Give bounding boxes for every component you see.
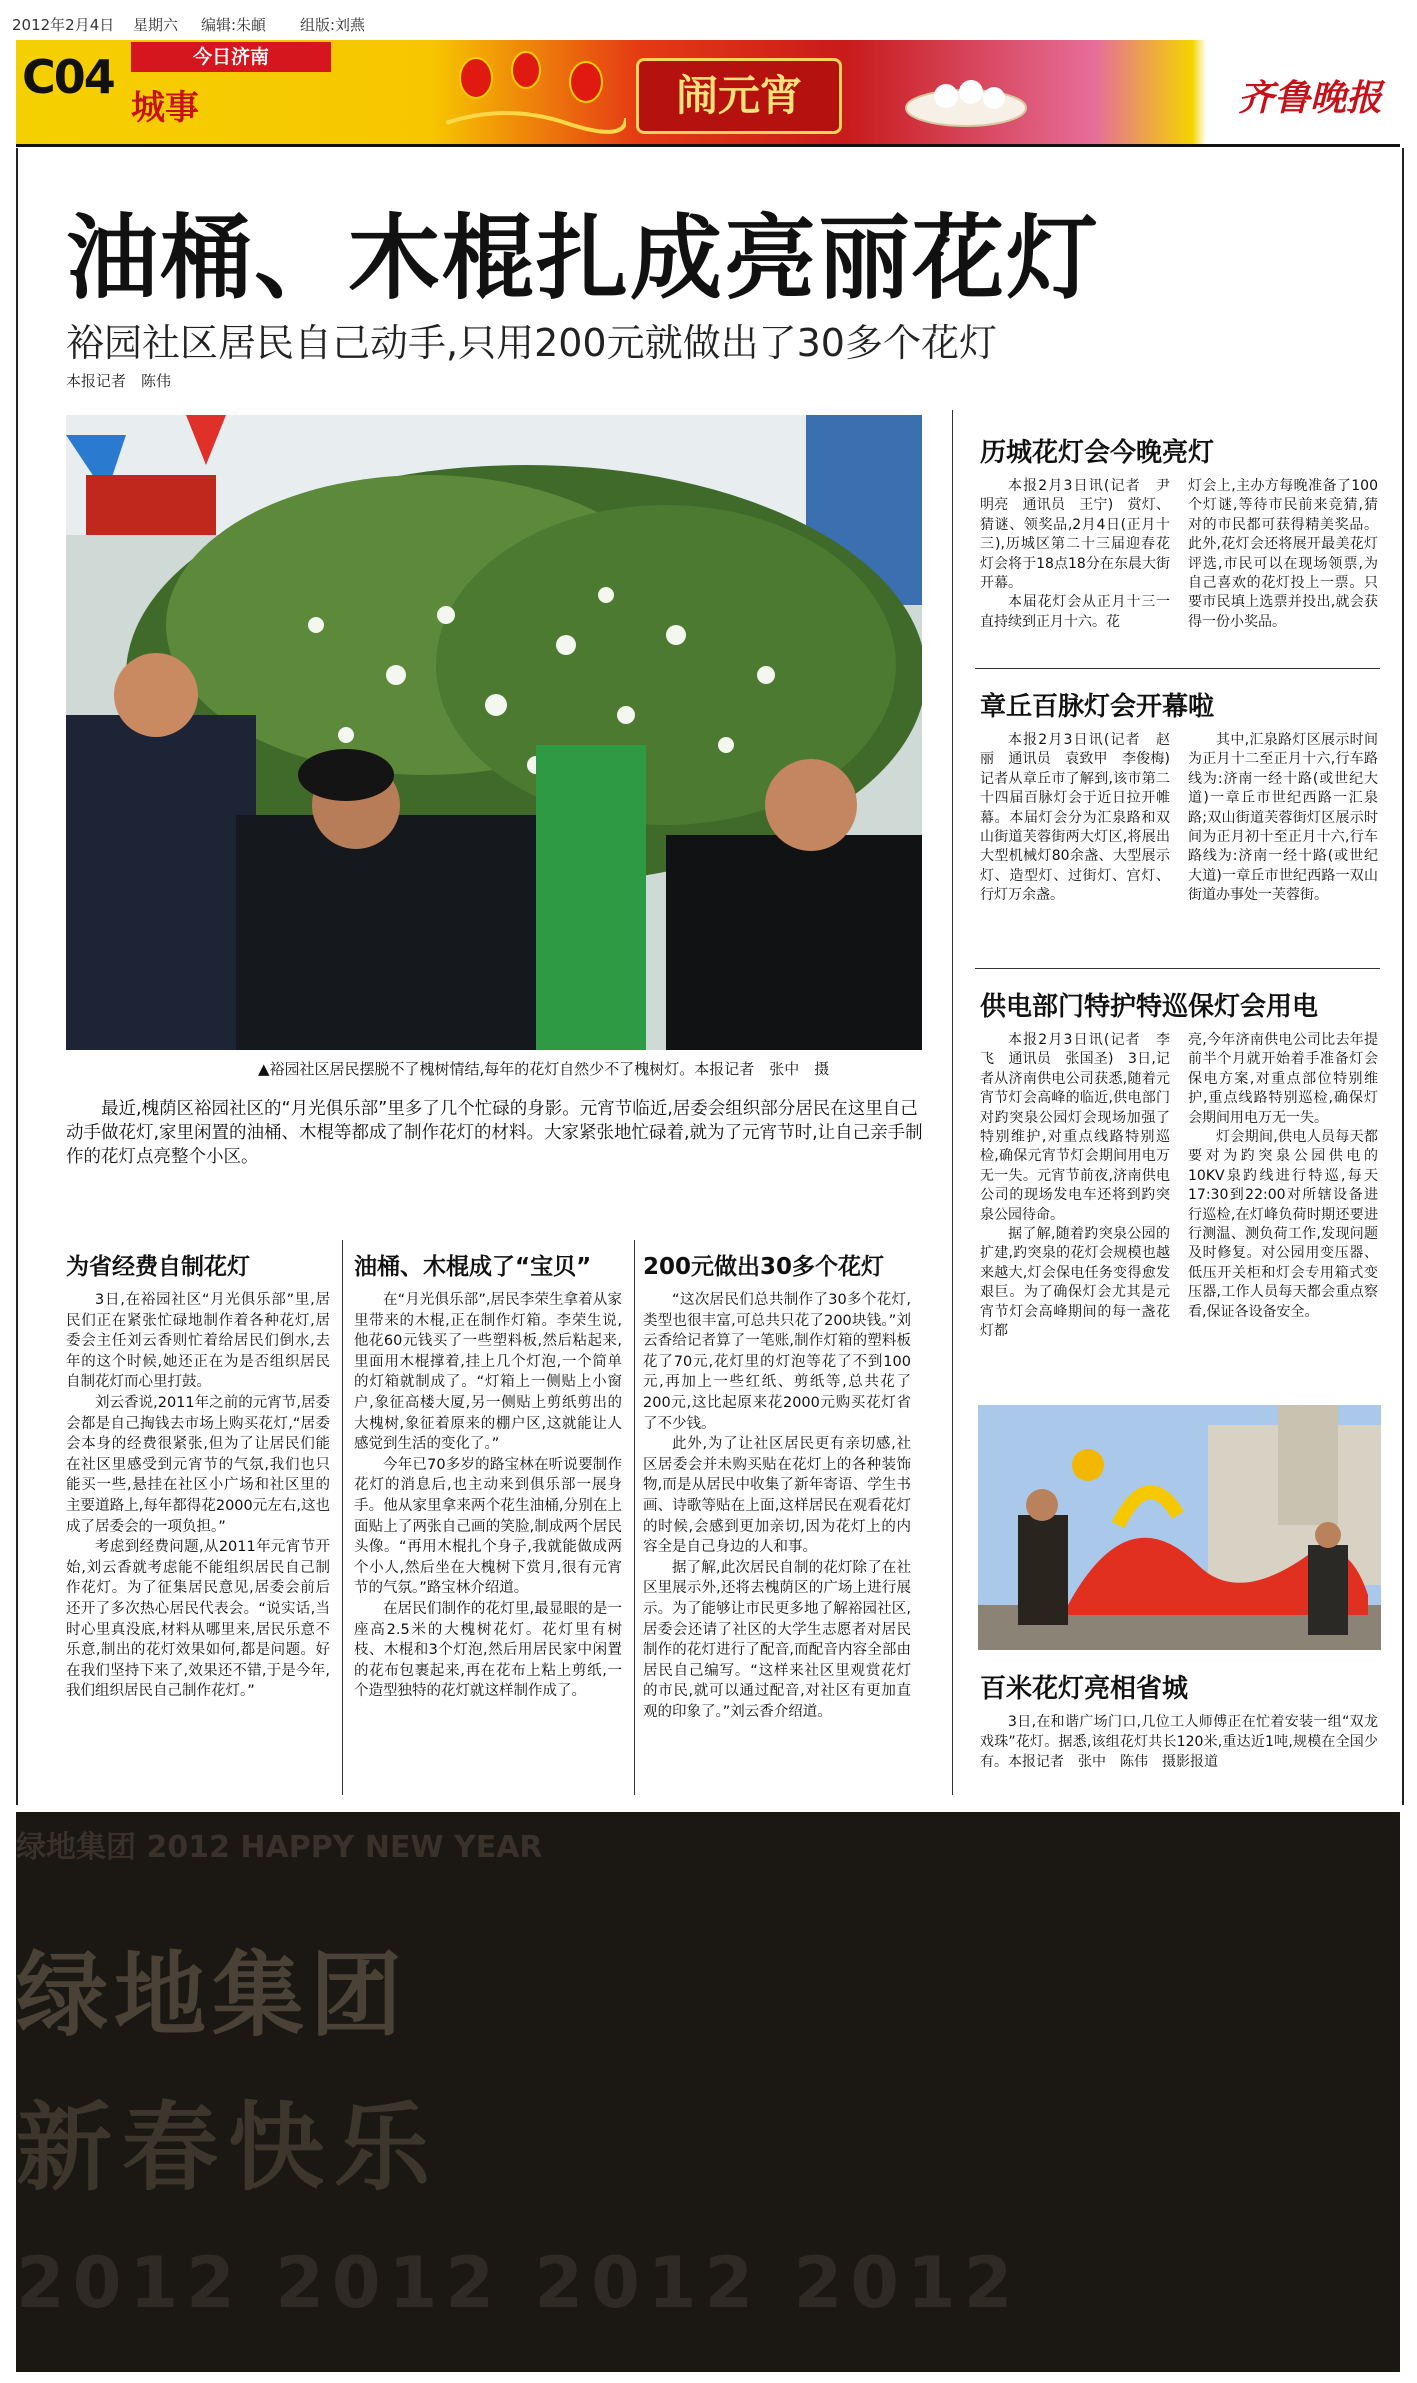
photo-caption: ▲裕园社区居民摆脱不了槐树情结,每年的花灯自然少不了槐树灯。本报记者 张中 摄 xyxy=(258,1060,830,1078)
brief-3-body-right xyxy=(1188,1031,1378,1322)
subheadline: 裕园社区居民自己动手,只用200元就做出了30多个花灯 xyxy=(66,321,997,365)
ad-row-3: 新春快乐 xyxy=(16,2092,440,2204)
brief-2-body-left xyxy=(980,731,1184,906)
brief-paragraph: 本报2月3日讯(记者 李飞 通讯员 张国圣) 3日,记者从济南供电公司获悉,随着元宵节灯会高峰的临近,供电部门对趵突泉公园灯会现场加强了特别维护,对重点线路特别巡检,确保元宵节灯会期间用电万无一失。元宵节前夜,济南供电公司的现场发电车还将到趵突泉公园待命。 xyxy=(980,1032,1170,1223)
column-3-paragraph: 据了解,此次居民自制的花灯除了在社区里展示外,还将去槐荫区的广场上进行展示。为了能够让市民更多地了解裕园社区,居委会还请了社区的大学生志愿者对居民制作的花灯进行了配音,而配音内容全部由居民自己编写。“这样来社区里观赏花灯的市民,就可以通过配音,对社区有更加直观的印象了。”刘云香介绍道。 xyxy=(643,1559,911,1720)
masthead xyxy=(0,0,1417,40)
lantern-tree-photo-icon xyxy=(66,415,922,1050)
column-1-paragraph: 3日,在裕园社区“月光俱乐部”里,居民们正在紧张忙碌地制作着各种花灯,居委会主任刘云香则忙着给居民们倒水,去年的这个时候,她还正在为是否组织居民自制花灯而心里打鼓。 xyxy=(66,1292,330,1391)
brief-3-title: 供电部门特护特巡保灯会用电 xyxy=(980,992,1319,1022)
column-2-paragraph: 今年已70多岁的路宝林在听说要制作花灯的消息后,也主动来到俱乐部一展身手。他从家里拿来两个花生油桶,分别在上面贴上了两张自己画的笑脸,制成两个居民头像。“再用木棍扎个身子,我就能做成两个小人,然后坐在大槐树下赏月,很有元宵节的气氛。”路宝林介绍道。 xyxy=(354,1456,622,1597)
column-3-paragraph: “这次居民们总共制作了30多个花灯,类型也很丰富,可总共只花了200块钱。”刘云香给记者算了一笔账,制作灯箱的塑料板花了70元,花灯里的灯泡等花了不到100元,再加上一些红纸、剪纸等,总共花了200元,这比起原来花2000元购买花灯省了不少钱。 xyxy=(643,1292,911,1432)
brief-paragraph: 本报2月3日讯(记者 赵丽 通讯员 袁致甲 李俊梅) 记者从章丘市了解到,该市第二十四届百脉灯会于近日拉开帷幕。本届灯会分为汇泉路和双山街道芙蓉街两大灯区,将展出大型机械灯80余盏、大型展示灯、造型灯、过街灯、宫灯、行灯万余盏。 xyxy=(980,732,1184,904)
brief-2-body-right xyxy=(1188,731,1378,906)
section-name: 城事 xyxy=(131,88,199,128)
masthead-date: 2012年2月4日 xyxy=(12,16,115,34)
column-3-title: 200元做出30多个花灯 xyxy=(643,1254,885,1280)
column-divider xyxy=(342,1240,343,1795)
column-divider xyxy=(634,1240,635,1795)
brief-4-title: 百米花灯亮相省城 xyxy=(980,1674,1189,1704)
dragon-lantern-photo xyxy=(978,1405,1381,1650)
column-2-paragraph: 在居民们制作的花灯里,最显眼的是一座高2.5米的大槐树花灯。花灯里有树枝、木棍和3个灯泡,然后用居民家中闲置的花布包裹起来,再在花布上粘上剪纸,一个造型独特的花灯就这样制作成了。 xyxy=(354,1600,622,1700)
brief-paragraph: 据了解,随着趵突泉公园的扩建,趵突泉的花灯会规模也越来越大,灯会保电任务变得愈发艰巨。为了确保灯会尤其是元宵节灯会高峰期间的每一盏花灯都 xyxy=(980,1226,1170,1340)
byline: 本报记者 陈伟 xyxy=(66,372,172,390)
brief-paragraph: 灯会期间,供电人员每天都要对为趵突泉公园供电的10KV泉趵线进行特巡,每天17:30到22:00对所辖设备进行巡检,在灯峰负荷时期还要进行测温、测负荷工作,发现问题及时修复。对公园用变压器、低压开关柜和灯会专用箱式变压器,工作人员每天都会重点察看,保证各设备安全。 xyxy=(1188,1129,1378,1320)
column-1-paragraph: 考虑到经费问题,从2011年元宵节开始,刘云香就考虑能不能组织居民自己制作花灯。为了征集居民意见,居委会前后还开了多次热心居民代表会。“说实话,当时心里真没底,材料从哪里来,居民乐意不乐意,制出的花灯效果如何,都是问题。好在我们坚持下来了,效果还不错,于是今年,我们组织居民自己制作花灯。” xyxy=(66,1539,330,1700)
brief-paragraph: 灯会上,主办方每晚准备了100个灯谜,等待市民前来竞猜,猜对的市民都可获得精美奖品。此外,花灯会还将展开最美花灯评选,市民可以在现场领票,为自己喜欢的花灯投上一票。只要市民填上选票并投出,就会获得一份小奖品。 xyxy=(1188,478,1378,630)
brief-1-body-left xyxy=(980,477,1170,632)
brief-1-title: 历城花灯会今晚亮灯 xyxy=(980,438,1215,468)
brief-divider xyxy=(975,668,1380,669)
masthead-weekday: 星期六 xyxy=(133,16,179,34)
column-1-body xyxy=(66,1290,330,1702)
section-banner xyxy=(16,40,1400,147)
column-2-body xyxy=(354,1290,622,1702)
column-3-body xyxy=(643,1290,911,1722)
ad-row-4: 2012 2012 2012 2012 xyxy=(16,2242,1021,2324)
lantern-decoration-icon xyxy=(446,48,626,138)
brief-paragraph: 本报2月3日讯(记者 尹明亮 通讯员 王宁) 赏灯、猜谜、领奖品,2月4日(正月十三),历城区第二十三届迎春花灯会将于18点18分在东晨大街开幕。 xyxy=(980,478,1170,592)
masthead-editor: 编辑:朱頔 xyxy=(201,16,267,34)
column-1-title: 为省经费自制花灯 xyxy=(66,1254,250,1280)
brief-paragraph: 本届花灯会从正月十三一直持续到正月十六。花 xyxy=(980,594,1170,630)
brief-4-body xyxy=(980,1712,1378,1772)
brief-divider xyxy=(975,968,1380,969)
masthead-layout: 组版:刘燕 xyxy=(300,16,366,34)
column-3-paragraph: 此外,为了让社区居民更有亲切感,社区居委会并未购买贴在花灯上的各种装饰物,而是从居民中收集了新年寄语、学生书画、诗歌等贴在上面,这样居民在观看花灯的时候,会感到更加亲切,因为花灯上的内容全是自己身边的人和事。 xyxy=(643,1436,911,1556)
main-photo xyxy=(66,415,922,1050)
brief-3-body-left xyxy=(980,1031,1170,1342)
page-number: C04 xyxy=(22,50,114,104)
dragon-lantern-photo-icon xyxy=(978,1405,1381,1650)
column-2-title: 油桶、木棍成了“宝贝” xyxy=(354,1254,592,1280)
brief-1-body-right xyxy=(1188,477,1378,632)
page-title: 油桶、木棍扎成亮丽花灯 xyxy=(66,205,1101,312)
brief-paragraph: 其中,汇泉路灯区展示时间为正月十二至正月十六,行车路线为:济南一经十路(或世纪大道)一章丘市世纪西路一汇泉路;双山街道芙蓉街灯区展示时间为正月初十至正月十六,行车路线为:济南一经十路(或世纪大道)一章丘市世纪西路一双山街道办事处一芙蓉街。 xyxy=(1188,732,1378,904)
column-2-paragraph: 在“月光俱乐部”,居民李荣生拿着从家里带来的木棍,正在制作灯箱。李荣生说,他花60元钱买了一些塑料板,然后粘起来,里面用木棍撑着,挂上几个灯泡,一个简单的灯箱就制成了。“灯箱上一侧贴上小窗户,象征高楼大厦,另一侧贴上剪纸剪出的大槐树,象征着原来的棚户区,这就能让人感觉到生活的变化了。” xyxy=(354,1292,622,1453)
column-1-paragraph: 刘云香说,2011年之前的元宵节,居委会都是自己掏钱去市场上购买花灯,“居委会本身的经费很紧张,但为了让居民们能在社区里感受到元宵节的气氛,我们也只能买一些,悬挂在社区小广场和社区里的主要道路上,每年都得花2000元左右,这也成了居委会的一项负担。” xyxy=(66,1394,330,1535)
ad-row-2: 绿地集团 xyxy=(16,1942,409,2049)
ad-row-1: 绿地集团 2012 HAPPY NEW YEAR xyxy=(16,1830,543,1865)
sidebar-divider xyxy=(952,410,953,1795)
newspaper-brand: 齐鲁晚报 xyxy=(1237,77,1382,119)
brief-2-title: 章丘百脉灯会开幕啦 xyxy=(980,692,1215,722)
brief-paragraph: 3日,在和谐广场门口,几位工人师傅正在忙着安装一组“双龙戏珠”花灯。据悉,该组花灯共长120米,重达近1吨,规模在全国少有。本报记者 张中 陈伟 摄影报道 xyxy=(980,1714,1378,1770)
brief-paragraph: 亮,今年济南供电公司比去年提前半个月就开始着手准备灯会保电方案,对重点部位特别维护,重点线路特别巡检,确保灯会期间用电万无一失。 xyxy=(1188,1032,1378,1126)
festival-title: 闹元宵 xyxy=(636,58,842,134)
section-tag: 今日济南 xyxy=(131,42,331,72)
lead-paragraph: 最近,槐荫区裕园社区的“月光俱乐部”里多了几个忙碌的身影。元宵节临近,居委会组织部分居民在这里自己动手做花灯,家里闲置的油桶、木棍等都成了制作花灯的材料。大家紧张地忙碌着,就为了元宵节时,让自己亲手制作的花灯点亮整个小区。 xyxy=(66,1099,923,1167)
advertisement xyxy=(16,1812,1400,2372)
tangyuan-bowl-icon xyxy=(896,60,1036,130)
